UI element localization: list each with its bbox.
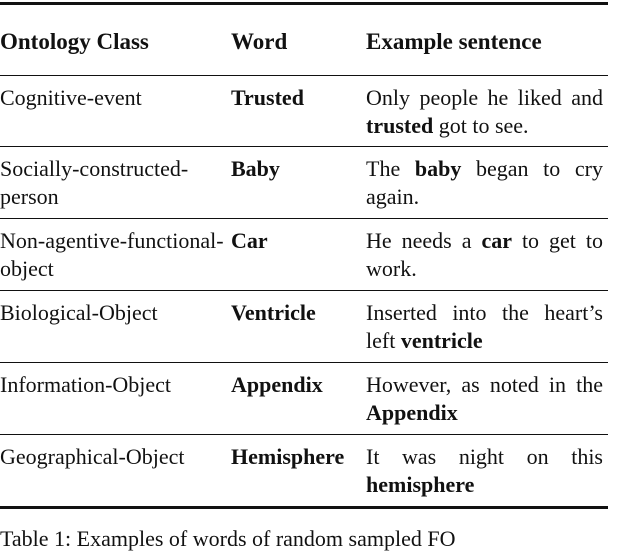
highlighted-word: car	[481, 228, 512, 253]
table-row	[0, 435, 608, 506]
header-example-sentence: Example sentence	[366, 29, 542, 54]
word-cell: Ventricle	[231, 300, 316, 325]
ontology-class-cell: Cognitive-event	[0, 85, 142, 110]
table-row	[0, 219, 608, 290]
table-caption: Table 1: Examples of words of random sampled FO	[0, 526, 456, 551]
table-row	[0, 147, 608, 218]
header-ontology-class: Ontology Class	[0, 29, 149, 54]
word-cell: Trusted	[231, 85, 304, 110]
example-sentence-cell	[366, 155, 603, 211]
sentence-text: Only people he liked and	[366, 85, 603, 110]
sentence-text: The	[366, 156, 415, 181]
table-row	[0, 291, 608, 362]
table-bottom-rule	[0, 506, 608, 509]
table-body	[0, 76, 608, 506]
highlighted-word: hemisphere	[366, 472, 475, 497]
sentence-text: got to see.	[433, 113, 529, 138]
table-row	[0, 363, 608, 434]
ontology-class-cell: Geographical-Object	[0, 444, 185, 469]
ontology-table	[0, 2, 608, 509]
word-cell: Hemisphere	[231, 444, 345, 469]
example-sentence-cell	[366, 299, 603, 355]
table-row	[0, 76, 608, 146]
header-word: Word	[231, 29, 288, 54]
sentence-text: He needs a	[366, 228, 482, 253]
highlighted-word: baby	[414, 156, 462, 181]
sentence-text: It was night on this	[366, 444, 603, 469]
sentence-text: However, as noted in the	[366, 372, 603, 397]
sentence-text: Inserted into the heart’s left	[366, 300, 603, 353]
ontology-class-cell: Information-Object	[0, 372, 172, 397]
example-sentence-cell	[366, 227, 603, 283]
highlighted-word: ventricle	[400, 328, 483, 353]
sentence-text: to get to work.	[366, 228, 603, 281]
word-cell: Car	[231, 228, 268, 253]
word-cell: Baby	[231, 156, 280, 181]
example-sentence-cell	[366, 371, 603, 427]
ontology-class-cell: Biological-Object	[0, 300, 158, 325]
sentence-text: began to cry again.	[366, 156, 604, 209]
word-cell: Appendix	[231, 372, 323, 397]
highlighted-word: trusted	[366, 113, 434, 138]
example-sentence-cell	[366, 84, 603, 140]
highlighted-word: Appendix	[366, 400, 458, 425]
ontology-class-cell: Non-agentive-functional-object	[0, 228, 224, 281]
example-sentence-cell	[366, 443, 603, 499]
ontology-class-cell: Socially-constructed-person	[0, 156, 189, 209]
table-header-row	[0, 5, 608, 75]
